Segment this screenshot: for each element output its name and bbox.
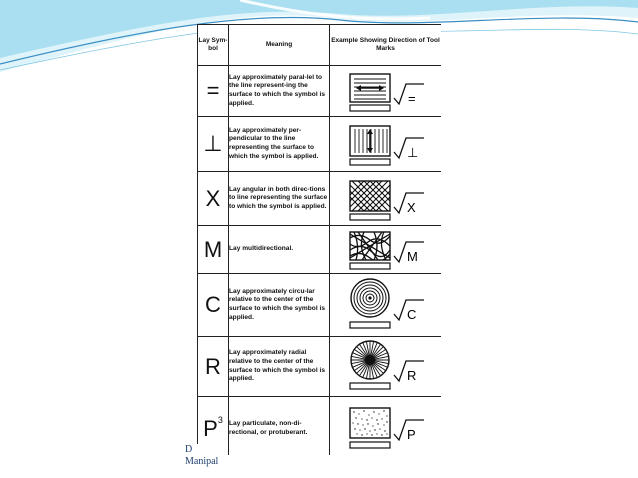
- lay-meaning: Lay approximately paral-lel to the line represent-ing the surface to which the symbol is applied.: [229, 66, 330, 117]
- lay-symbol: R: [198, 337, 229, 397]
- particulate-lay-icon: [334, 400, 438, 456]
- header-meaning: Meaning: [229, 25, 330, 66]
- lay-letter: =: [407, 91, 416, 106]
- table-row: [198, 397, 442, 456]
- lay-letter: X: [406, 199, 416, 215]
- lay-meaning: Lay multidirectional.: [229, 226, 330, 274]
- lay-symbol-superscript: 3: [217, 414, 223, 425]
- lay-letter: ⊥: [406, 145, 418, 160]
- parallel-lay-icon: [334, 68, 438, 114]
- lay-letter: C: [406, 307, 416, 322]
- table-row: [198, 172, 442, 226]
- table-row: [198, 117, 442, 172]
- table-row: [198, 274, 442, 337]
- table-row: [198, 66, 442, 117]
- lay-letter: R: [406, 367, 416, 383]
- table-row: [198, 226, 442, 274]
- lay-symbol: P: [203, 415, 218, 441]
- lay-symbol: X: [198, 172, 229, 226]
- lay-symbols-table-image: [197, 24, 441, 455]
- lay-symbol: ⊥: [198, 117, 229, 172]
- footer-line-2: Manipal: [185, 456, 219, 467]
- lay-symbol: =: [198, 66, 229, 117]
- lay-symbols-table: [197, 24, 441, 455]
- header-symbol: Lay Sym-bol: [198, 25, 229, 66]
- footer-line-1: D: [185, 444, 193, 455]
- lay-letter: P: [406, 426, 416, 442]
- lay-meaning: Lay particulate, non-di-rectional, or protuberant.: [229, 397, 330, 456]
- multidirectional-lay-icon: [334, 228, 438, 272]
- footer-text: [185, 444, 218, 468]
- lay-letter: M: [406, 248, 418, 264]
- lay-meaning: Lay approximately circu-lar relative to the center of the surface to which the symbol is applied.: [229, 274, 330, 337]
- lay-meaning: Lay angular in both direc-tions to line representing the surface to which the symbol is applied.: [229, 172, 330, 226]
- lay-symbol: C: [198, 274, 229, 337]
- header-example: Example Showing Direction of Tool Marks: [330, 25, 442, 66]
- lay-meaning: Lay approximately per-pendicular to the line representing the surface to which the symbol is applied.: [229, 117, 330, 172]
- angular-lay-icon: [334, 175, 438, 223]
- lay-symbol: M: [198, 226, 229, 274]
- circular-lay-icon: [334, 276, 438, 334]
- radial-lay-icon: [334, 339, 438, 395]
- table-row: [198, 337, 442, 397]
- lay-meaning: Lay approximately radial relative to the center of the surface to which the symbol is applied.: [229, 337, 330, 397]
- perpendicular-lay-icon: [334, 120, 438, 168]
